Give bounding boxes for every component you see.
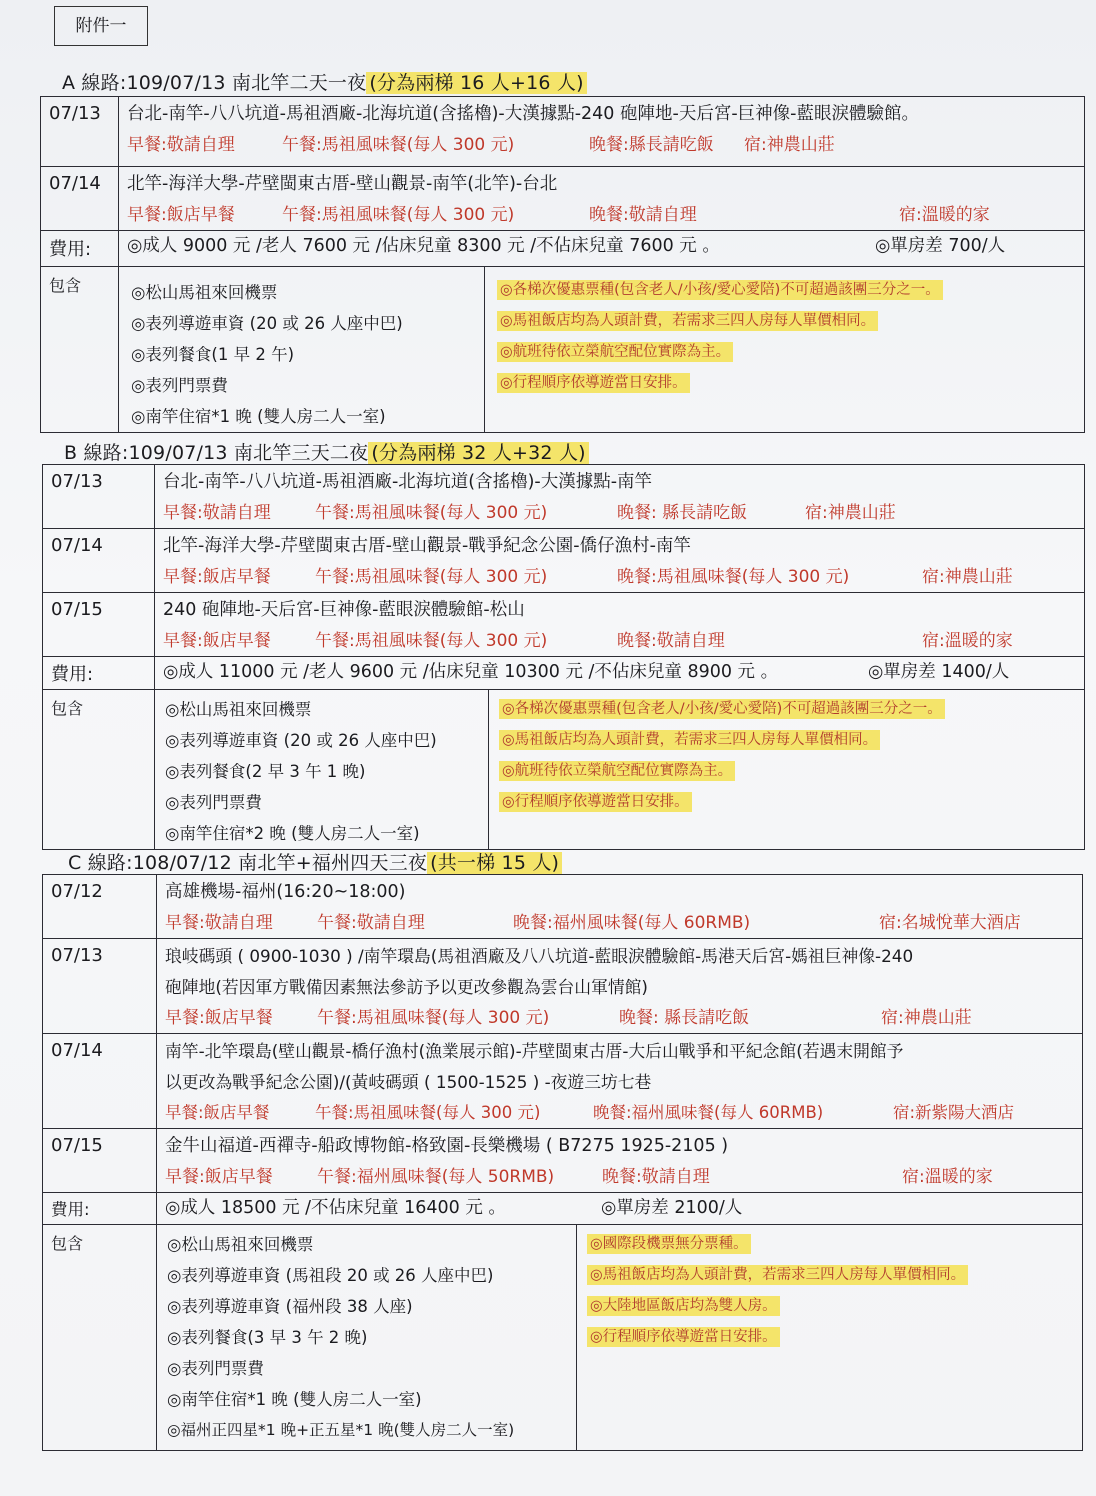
- route-c-table: [42, 874, 1083, 1451]
- include-item: ◎南竿住宿*1 晚 (雙人房二人一室): [167, 1390, 422, 1409]
- include-item: ◎南竿住宿*2 晚 (雙人房二人一室): [165, 824, 420, 843]
- include-item: ◎表列導遊車資 (20 或 26 人座中巴): [131, 314, 403, 333]
- include-item: ◎表列導遊車資 (福州段 38 人座): [167, 1297, 413, 1316]
- breakfast: 早餐:飯店早餐: [165, 1167, 273, 1187]
- dinner: 晚餐:敬請自理: [617, 631, 725, 651]
- route-b-heading: [64, 438, 589, 465]
- note-item: ◎馬祖飯店均為人頭計費，若需求三四人房每人單價相同。: [499, 725, 1084, 756]
- note-item: ◎各梯次優惠票種(包含老人/小孩/愛心愛陪)不可超過該團三分之一。: [497, 275, 1084, 306]
- breakfast: 早餐:飯店早餐: [163, 631, 271, 651]
- include-item: ◎表列餐食(1 早 2 午): [131, 345, 295, 364]
- notes-list: [489, 690, 1085, 850]
- includes-label: 包含: [41, 267, 119, 433]
- itinerary-line: 台北-南竿-八八坑道-馬祖酒廠-北海坑道(含搖櫓)-大漢據點-240 砲陣地-天后宮-巨神像-藍眼淚體驗館。: [127, 104, 919, 124]
- lodging: 宿:新紫陽大酒店: [893, 1103, 1015, 1122]
- meal-line: [163, 626, 1084, 656]
- fee-text: ◎成人 9000 元 /老人 7600 元 /佔床兒童 8300 元 /不佔床兒童 7600 元 。: [127, 236, 720, 256]
- route-title: A 線路:109/07/13 南北竿二天一夜: [62, 72, 367, 94]
- meal-line: [163, 562, 1084, 592]
- day-date: 07/13: [43, 465, 155, 529]
- breakfast: 早餐:飯店早餐: [127, 205, 235, 225]
- includes-label: 包含: [43, 690, 155, 850]
- day-date: 07/13: [41, 97, 119, 167]
- include-item: ◎松山馬祖來回機票: [165, 700, 312, 719]
- attachment-tag: 附件一: [54, 6, 148, 46]
- itinerary-line: 台北-南竿-八八坑道-馬祖酒廠-北海坑道(含搖櫓)-大漢據點-南竿: [163, 472, 653, 492]
- include-item: ◎表列導遊車資 (20 或 26 人座中巴): [165, 731, 437, 750]
- route-c-heading: [68, 848, 562, 875]
- include-item: ◎福州正四星*1 晚+正五星*1 晚(雙人房二人一室): [167, 1421, 515, 1439]
- notes-list: [485, 267, 1085, 433]
- dinner: 晚餐:馬祖風味餐(每人 300 元): [617, 567, 850, 587]
- day-date: 07/12: [43, 875, 157, 939]
- route-group-highlight: (共一梯 15 人): [427, 852, 562, 874]
- dinner: 晚餐: 縣長請吃飯: [619, 1008, 750, 1028]
- include-item: ◎表列餐食(2 早 3 午 1 晚): [165, 762, 366, 781]
- lunch: 午餐:馬祖風味餐(每人 300 元): [282, 135, 515, 155]
- itinerary-line: 砲陣地(若因軍方戰備因素無法參訪予以更改參觀為雲台山軍情館): [165, 977, 648, 997]
- breakfast: 早餐:敬請自理: [163, 503, 271, 523]
- route-title: B 線路:109/07/13 南北竿三天二夜: [64, 442, 369, 464]
- meal-line: [165, 1162, 1082, 1192]
- day-date: 07/15: [43, 593, 155, 657]
- lunch: 午餐:馬祖風味餐(每人 300 元): [315, 631, 548, 651]
- fee-row: [43, 1193, 1083, 1225]
- dinner: 晚餐:敬請自理: [602, 1167, 710, 1187]
- notes-list: [577, 1225, 1083, 1451]
- dinner: 晚餐:敬請自理: [589, 205, 697, 225]
- breakfast: 早餐:飯店早餐: [165, 1103, 270, 1122]
- itinerary-line: 以更改為戰爭紀念公園)/(黃岐碼頭 ( 1500-1525 ) -夜遊三坊七巷: [165, 1072, 652, 1092]
- itinerary-line: 240 砲陣地-天后宮-巨神像-藍眼淚體驗館-松山: [163, 600, 525, 620]
- route-group-highlight: (分為兩梯 32 人+32 人): [368, 442, 588, 464]
- fee-row: [43, 657, 1085, 690]
- include-item: ◎表列門票費: [165, 793, 262, 812]
- day-row: [41, 167, 1085, 231]
- lodging: 宿:溫暖的家: [902, 1167, 993, 1187]
- note-item: ◎行程順序依導遊當日安排。: [587, 1322, 1082, 1353]
- itinerary-line: 高雄機場-福州(16:20~18:00): [165, 882, 406, 902]
- note-item: ◎馬祖飯店均為人頭計費，若需求三四人房每人單價相同。: [587, 1260, 1082, 1291]
- dinner: 晚餐:福州風味餐(每人 60RMB): [513, 913, 751, 933]
- meal-line: [127, 130, 1084, 160]
- route-a-table: [40, 96, 1085, 433]
- note-item: ◎航班待依立榮航空配位實際為主。: [497, 337, 1084, 368]
- meal-line: [127, 200, 1084, 230]
- day-row: [43, 529, 1085, 593]
- day-date: 07/14: [41, 167, 119, 231]
- lunch: 午餐:馬祖風味餐(每人 300 元): [315, 1103, 541, 1122]
- day-row: [43, 875, 1083, 939]
- lodging: 宿:神農山莊: [805, 503, 896, 523]
- includes-row: [41, 267, 1085, 433]
- include-item: ◎南竿住宿*1 晚 (雙人房二人一室): [131, 407, 386, 426]
- breakfast: 早餐:敬請自理: [127, 135, 235, 155]
- note-item: ◎行程順序依導遊當日安排。: [497, 368, 1084, 399]
- lunch: 午餐:馬祖風味餐(每人 300 元): [317, 1008, 550, 1028]
- day-row: [43, 1034, 1083, 1129]
- lunch: 午餐:馬祖風味餐(每人 300 元): [315, 503, 548, 523]
- day-date: 07/14: [43, 529, 155, 593]
- note-item: ◎國際段機票無分票種。: [587, 1229, 1082, 1260]
- note-item: ◎行程順序依導遊當日安排。: [499, 787, 1084, 818]
- note-item: ◎各梯次優惠票種(包含老人/小孩/愛心愛陪)不可超過該團三分之一。: [499, 694, 1084, 725]
- lodging: 宿:神農山莊: [744, 135, 835, 155]
- meal-line: [165, 1098, 1082, 1128]
- single-room-fee: ◎單房差 2100/人: [601, 1198, 743, 1218]
- includes-list: [157, 1225, 577, 1451]
- lodging: 宿:溫暖的家: [922, 631, 1013, 651]
- breakfast: 早餐:飯店早餐: [165, 1008, 273, 1028]
- day-date: 07/14: [43, 1034, 157, 1129]
- include-item: ◎表列餐食(3 早 3 午 2 晚): [167, 1328, 368, 1347]
- fee-row: [41, 231, 1085, 267]
- lunch: 午餐:馬祖風味餐(每人 300 元): [315, 567, 548, 587]
- single-room-fee: ◎單房差 1400/人: [868, 662, 1010, 682]
- note-item: ◎大陸地區飯店均為雙人房。: [587, 1291, 1082, 1322]
- route-a-heading: [62, 68, 587, 95]
- includes-label: 包含: [43, 1225, 157, 1451]
- lodging: 宿:溫暖的家: [899, 205, 990, 225]
- route-group-highlight: (分為兩梯 16 人+16 人): [366, 72, 586, 94]
- include-item: ◎松山馬祖來回機票: [131, 283, 278, 302]
- day-date: 07/15: [43, 1129, 157, 1193]
- day-row: [43, 939, 1083, 1034]
- meal-line: [165, 1003, 1082, 1033]
- includes-list: [119, 267, 485, 433]
- lodging: 宿:名城悅華大酒店: [879, 913, 1021, 933]
- fee-label: 費用:: [43, 657, 155, 690]
- includes-row: [43, 1225, 1083, 1451]
- include-item: ◎表列導遊車資 (馬祖段 20 或 26 人座中巴): [167, 1266, 494, 1285]
- lunch: 午餐:敬請自理: [317, 913, 425, 933]
- fee-text: ◎成人 18500 元 /不佔床兒童 16400 元 。: [165, 1198, 506, 1218]
- route-b-table: [42, 464, 1085, 850]
- itinerary-line: 北竿-海洋大學-芹壁閩東古厝-壁山觀景-南竿(北竿)-台北: [127, 174, 558, 194]
- day-row: [43, 593, 1085, 657]
- breakfast: 早餐:敬請自理: [165, 913, 273, 933]
- include-item: ◎表列門票費: [131, 376, 228, 395]
- include-item: ◎表列門票費: [167, 1359, 264, 1378]
- include-item: ◎松山馬祖來回機票: [167, 1235, 314, 1254]
- itinerary-line: 北竿-海洋大學-芹壁閩東古厝-壁山觀景-戰爭紀念公園-僑仔漁村-南竿: [163, 536, 691, 556]
- dinner: 晚餐:縣長請吃飯: [589, 135, 714, 155]
- lunch: 午餐:福州風味餐(每人 50RMB): [317, 1167, 555, 1187]
- day-row: [41, 97, 1085, 167]
- lunch: 午餐:馬祖風味餐(每人 300 元): [282, 205, 515, 225]
- route-title: C 線路:108/07/12 南北竿+福州四天三夜: [68, 852, 428, 874]
- itinerary-line: 南竿-北竿環島(壁山觀景-橋仔漁村(漁業展示館)-芹壁閩東古厝-大后山戰爭和平紀念館(若遇末開館予: [165, 1041, 904, 1061]
- includes-list: [155, 690, 489, 850]
- lodging: 宿:神農山莊: [881, 1008, 972, 1028]
- day-row: [43, 1129, 1083, 1193]
- itinerary-line: 金牛山福道-西禪寺-船政博物館-格致園-長樂機場 ( B7275 1925-2105 ): [165, 1136, 729, 1156]
- includes-row: [43, 690, 1085, 850]
- fee-label: 費用:: [41, 231, 119, 267]
- dinner: 晚餐: 縣長請吃飯: [617, 503, 748, 523]
- dinner: 晚餐:福州風味餐(每人 60RMB): [593, 1103, 824, 1122]
- itinerary-line: 琅岐碼頭 ( 0900-1030 ) /南竿環島(馬祖酒廠及八八坑道-藍眼淚體驗館-馬港天后宮-媽祖巨神像-240: [165, 946, 914, 966]
- lodging: 宿:神農山莊: [922, 567, 1013, 587]
- meal-line: [163, 498, 1084, 528]
- note-item: ◎航班待依立榮航空配位實際為主。: [499, 756, 1084, 787]
- meal-line: [165, 908, 1082, 938]
- note-item: ◎馬祖飯店均為人頭計費，若需求三四人房每人單價相同。: [497, 306, 1084, 337]
- day-date: 07/13: [43, 939, 157, 1034]
- breakfast: 早餐:飯店早餐: [163, 567, 271, 587]
- fee-label: 費用:: [43, 1193, 157, 1225]
- day-row: [43, 465, 1085, 529]
- fee-text: ◎成人 11000 元 /老人 9600 元 /佔床兒童 10300 元 /不佔床兒童 8900 元 。: [163, 662, 779, 682]
- single-room-fee: ◎單房差 700/人: [875, 236, 1006, 256]
